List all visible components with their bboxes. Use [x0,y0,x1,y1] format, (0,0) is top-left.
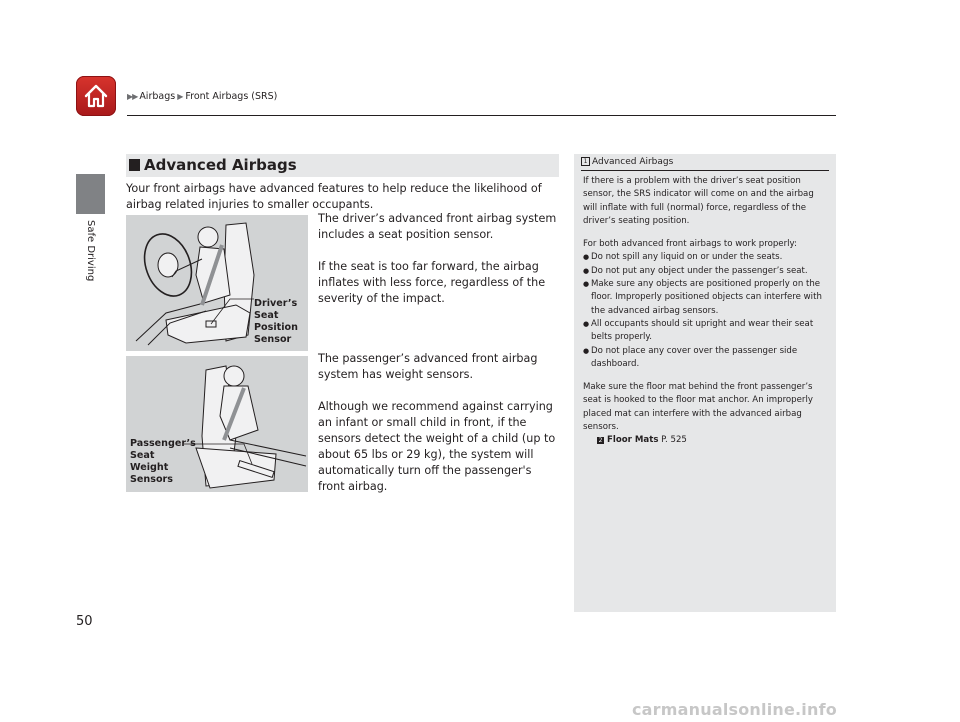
note-marker-icon: 1 [581,157,590,166]
side-tab-label: Safe Driving [85,220,96,282]
cross-reference-icon: 2 [598,437,603,445]
note-paragraph-1: If there is a problem with the driver’s seat position sensor, the SRS indicator will come on and the airbag will inflate with full (normal) force, regardless of the driver’s seating position. [583,176,814,226]
floor-mats-link[interactable]: 2 Floor Mats P. 525 [598,435,687,446]
note-paragraph-2: For both advanced front airbags to work properly: [583,239,797,250]
list-item: ● Do not put any object under the passenger’s seat. [583,265,829,278]
page-number: 50 [76,614,93,629]
driver-seat-illustration [126,215,308,351]
section-heading [126,154,559,177]
heading-square-icon [129,159,140,171]
note-panel [574,154,836,612]
watermark: carmanualsonline.info [632,700,837,719]
breadcrumb [127,91,277,102]
passenger-paragraph-1: The passenger’s advanced front airbag system has weight sensors. [318,352,538,381]
breadcrumb-item-airbags[interactable]: Airbags [139,91,176,102]
note-body [583,175,829,448]
side-tab-marker [76,174,105,214]
note-bullet-list [583,251,829,371]
list-item: ● Do not spill any liquid on or under the seats. [583,251,829,264]
header-divider [127,115,836,116]
note-title: 1 Advanced Airbags [581,157,673,167]
driver-paragraph-2: If the seat is too far forward, the airbag inflates with less force, regardless of the severity of the impact. [318,260,546,305]
list-item: ● All occupants should sit upright and wear their seat belts properly. [583,318,829,345]
note-paragraph-3: Make sure the floor mat behind the front passenger’s seat is hooked to the floor mat anchor. An improperly placed mat can interfere with the advanced airbag sensors. [583,382,813,433]
passenger-seat-illustration [126,356,308,492]
passenger-paragraph-2: Although we recommend against carrying an infant or small child in front, if the sensors detect the weight of a child (up to about 65 lbs or 29 kg), the system will automatically turn off the passenger's front airbag. [318,400,556,493]
home-button[interactable] [76,76,116,116]
driver-paragraph-1: The driver’s advanced front airbag system includes a seat position sensor. [318,212,557,241]
note-divider [581,170,829,171]
list-item: ● Make sure any objects are positioned properly on the floor. Improperly positioned objects can interfere with the advanced airbag sensors. [583,278,829,318]
breadcrumb-item-front-airbags[interactable]: Front Airbags (SRS) [185,91,278,102]
list-item: ● Do not place any cover over the passenger side dashboard. [583,345,829,372]
passenger-weight-sensor-callout: Passenger’s Seat Weight Sensors [130,438,196,485]
breadcrumb-arrow-icon: ▶▶ [127,92,138,101]
driver-seat-sensor-callout: Driver’s Seat Position Sensor [254,298,298,345]
home-icon [82,82,110,110]
section-title: Advanced Airbags [144,156,297,174]
intro-paragraph: Your front airbags have advanced features to help reduce the likelihood of airbag related injuries to smaller occupants. [126,182,542,211]
breadcrumb-arrow-icon: ▶ [177,92,184,101]
